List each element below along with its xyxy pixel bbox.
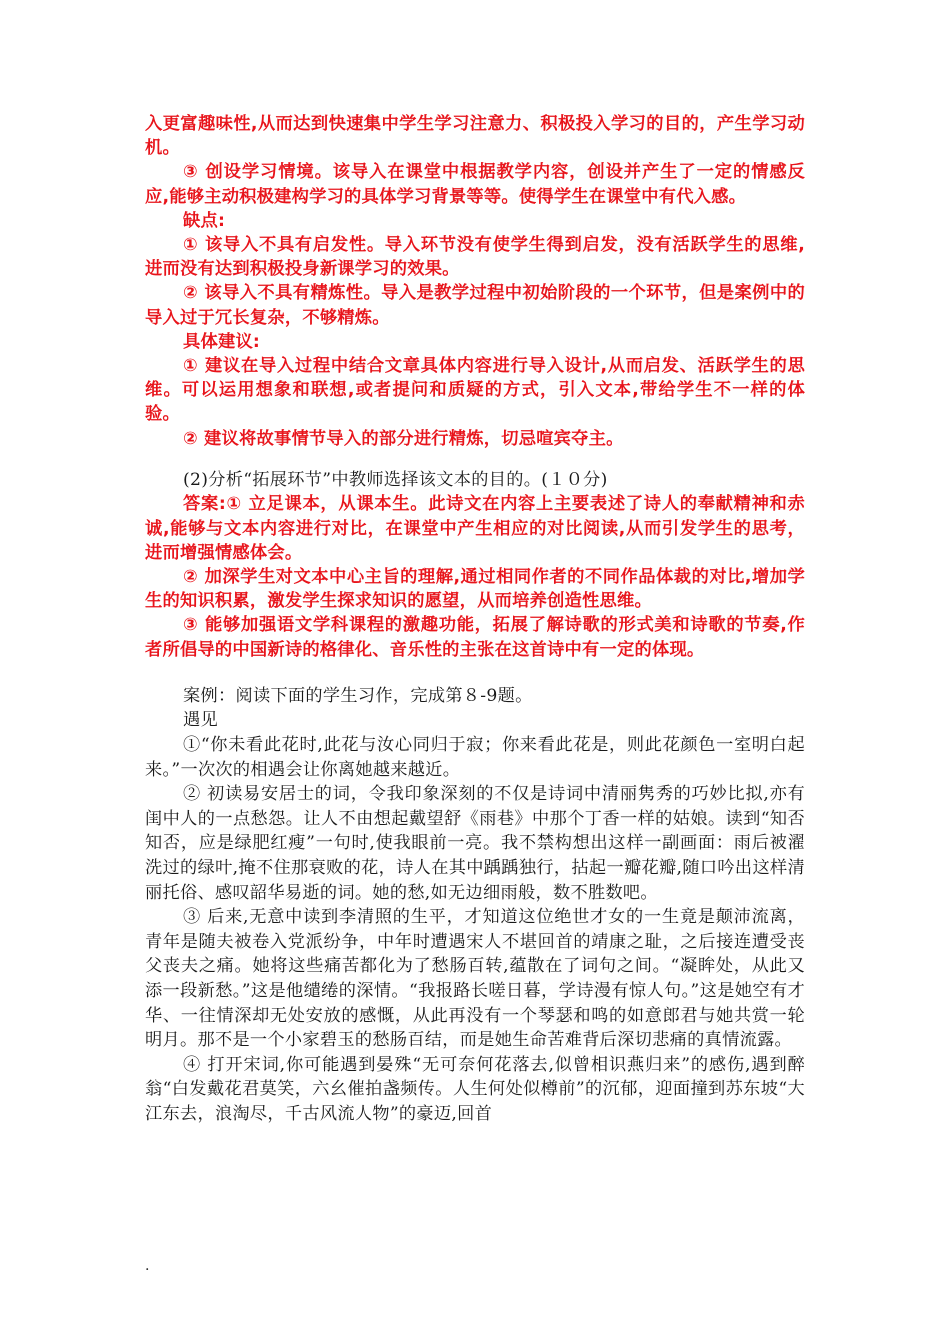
answer-paragraph-5: ② 该导入不具有精炼性。导入是教学过程中初始阶段的一个环节，但是案例中的导入过于冗长复杂，不够精炼。 — [145, 283, 805, 328]
case-intro: 案例：阅读下面的学生习作，完成第８-9题。 — [183, 685, 533, 706]
essay-paragraph-2: ② 初读易安居士的词，令我印象深刻的不仅是诗词中清丽隽秀的巧妙比拟,亦有闺中人的一点愁怨。让人不由想起戴望舒《雨巷》中那个丁香一样的姑娘。读到“知否知否，应是绿肥红瘦”一句时,使我眼前一亮。我不禁构想出这样一副画面：雨后被濯洗过的绿叶,掩不住那衰败的花，诗人在其中踽踽独行，拈起一瓣花瓣,随口吟出这样清丽托俗、感叹韶华易逝的词。她的愁,如无边细雨般，数不胜数吧。 — [145, 784, 805, 903]
answer-paragraph-7: ① 建议在导入过程中结合文章具体内容进行导入设计,从而启发、活跃学生的思维。可以运用想象和联想,或者提问和质疑的方式，引入文本,带给学生不一样的体验。 — [145, 356, 805, 425]
answer-section-intro-evaluation — [145, 112, 805, 451]
footer-mark: . — [145, 1258, 150, 1274]
answer-paragraph-2: ③ 创设学习情境。该导入在课堂中根据教学内容，创设并产生了一定的情感反应,能够主动积极建构学习的具体学习背景等等。使得学生在课堂中有代入感。 — [145, 162, 805, 207]
essay-paragraph-1: ①“你未看此花时,此花与汝心同归于寂；你来看此花是，则此花颜色一室明白起来。”一次次的相遇会让你离她越来越近。 — [145, 735, 805, 780]
answer-paragraph-8: ② 建议将故事情节导入的部分进行精炼，切忌喧宾夺主。 — [183, 428, 624, 449]
answer-paragraph-1: 入更富趣味性,从而达到快速集中学生学习注意力、积极投入学习的目的，产生学习动机。 — [145, 114, 805, 159]
essay-title: 遇见 — [183, 710, 218, 731]
answer-paragraph-3: 缺点: — [183, 210, 226, 231]
answer-paragraph-4: ① 该导入不具有启发性。导入环节没有使学生得到启发，没有活跃学生的思维,进而没有达到积极投身新课学习的效果。 — [145, 235, 805, 280]
answer-paragraph-6: 具体建议: — [183, 331, 261, 352]
essay-body — [145, 733, 805, 1127]
answer-2-paragraph-2: ② 加深学生对文本中心主旨的理解,通过相同作者的不同作品体裁的对比,增加学生的知识积累，激发学生探求知识的愿望，从而培养创造性思维。 — [145, 567, 805, 612]
question-2: (2)分析“拓展环节”中教师选择该文本的目的。(１０分) — [183, 469, 608, 490]
answer-2-paragraph-1: 答案:① 立足课本，从课本生。此诗文在内容上主要表述了诗人的奉献精神和赤诚,能够与文本内容进行对比，在课堂中产生相应的对比阅读,从而引发学生的思考，进而增强情感体会。 — [145, 494, 805, 563]
essay-paragraph-4: ④ 打开宋词,你可能遇到晏殊“无可奈何花落去,似曾相识燕归来”的感伤,遇到醉翁“白发戴花君莫笑，六幺催拍盏频传。人生何处似樽前”的沉郁，迎面撞到苏东坡“大江东去，浪淘尽，千古风流人物”的豪迈,回首 — [145, 1054, 805, 1124]
essay-paragraph-3: ③ 后来,无意中读到李清照的生平，才知道这位绝世才女的一生竟是颠沛流离，青年是随夫被卷入党派纷争，中年时遭遇宋人不堪回首的靖康之耻，之后接连遭受丧父丧夫之痛。她将这些痛苦都化为了愁肠百转,蕴散在了词句之间。“凝眸处，从此又添一段新愁。”这是他缱绻的深情。“我报路长嗟日暮，学诗漫有惊人句。”这是她空有才华、一往情深却无处安放的感慨，从此再没有一个琴瑟和鸣的如意郎君与她共赏一轮明月。那不是一个小家碧玉的愁肠百结，而是她生命苦难背后深切悲痛的真情流露。 — [145, 907, 805, 1051]
answer-2-paragraph-3: ③ 能够加强语文学科课程的激趣功能，拓展了解诗歌的形式美和诗歌的节奏,作者所倡导的中国新诗的格律化、音乐性的主张在这首诗中有一定的体现。 — [145, 615, 805, 660]
answer-section-expansion-purpose — [145, 492, 805, 661]
